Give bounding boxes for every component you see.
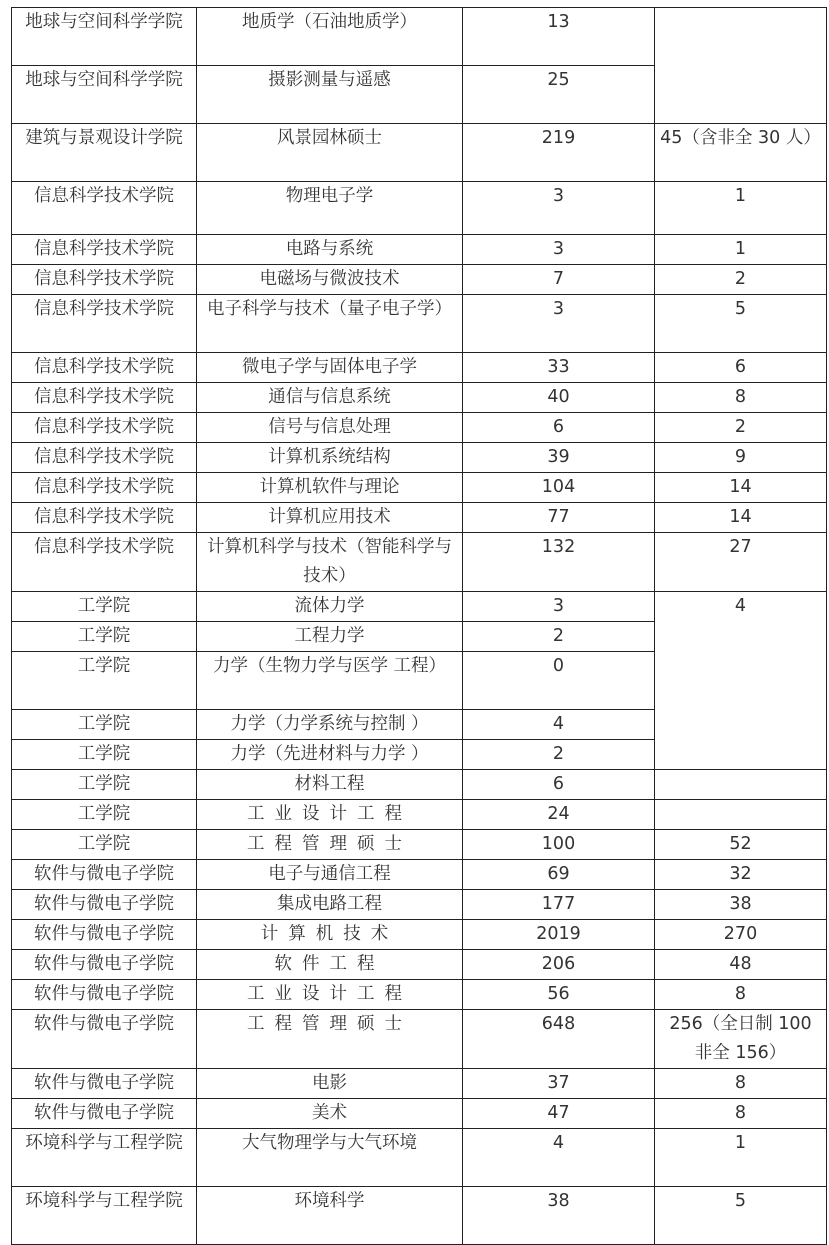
major-cell: 微电子学与固体电子学 [197,353,463,383]
major-cell: 美术 [197,1099,463,1129]
college-cell: 地球与空间科学学院 [12,8,197,66]
table-row [12,295,827,353]
applicants-cell: 3 [463,235,655,265]
admitted-cell: 1 [655,182,827,235]
applicants-cell: 132 [463,533,655,592]
college-cell: 地球与空间科学学院 [12,66,197,124]
applicants-cell: 219 [463,124,655,182]
admissions-table [11,7,827,1245]
college-cell: 工学院 [12,800,197,830]
college-cell: 工学院 [12,830,197,860]
table-row [12,182,827,235]
college-cell: 信息科学技术学院 [12,235,197,265]
college-cell: 工学院 [12,592,197,622]
admitted-cell: 2 [655,265,827,295]
admitted-cell: 6 [655,353,827,383]
college-cell: 信息科学技术学院 [12,383,197,413]
admitted-cell: 52 [655,830,827,860]
major-cell: 电路与系统 [197,235,463,265]
applicants-cell: 104 [463,473,655,503]
major-cell: 计算机科学与技术（智能科学与技术） [197,533,463,592]
major-cell: 通信与信息系统 [197,383,463,413]
admitted-cell: 48 [655,950,827,980]
major-cell: 力学（先进材料与力学 ） [197,740,463,770]
table-row [12,1187,827,1245]
admitted-cell: 45（含非全 30 人） [655,124,827,182]
college-cell: 工学院 [12,770,197,800]
college-cell: 工学院 [12,710,197,740]
applicants-cell: 2019 [463,920,655,950]
major-cell: 工程管理硕士 [197,1010,463,1069]
college-cell: 软件与微电子学院 [12,920,197,950]
admitted-cell: 256（全日制 100 非全 156） [655,1010,827,1069]
major-cell: 工业设计工程 [197,980,463,1010]
major-cell: 摄影测量与遥感 [197,66,463,124]
table-row [12,124,827,182]
major-cell: 计算机应用技术 [197,503,463,533]
major-cell: 信号与信息处理 [197,413,463,443]
college-cell: 软件与微电子学院 [12,950,197,980]
table-row [12,1069,827,1099]
table-row [12,890,827,920]
table-row [12,473,827,503]
college-cell: 软件与微电子学院 [12,980,197,1010]
applicants-cell: 77 [463,503,655,533]
table-row [12,980,827,1010]
major-cell: 物理电子学 [197,182,463,235]
table-row [12,592,827,622]
major-cell: 力学（生物力学与医学 工程） [197,652,463,710]
major-cell: 电磁场与微波技术 [197,265,463,295]
applicants-cell: 0 [463,652,655,710]
college-cell: 工学院 [12,740,197,770]
college-cell: 软件与微电子学院 [12,1010,197,1069]
applicants-cell: 7 [463,265,655,295]
applicants-cell: 100 [463,830,655,860]
table-row [12,265,827,295]
college-cell: 建筑与景观设计学院 [12,124,197,182]
major-cell: 流体力学 [197,592,463,622]
table-row [12,860,827,890]
applicants-cell: 2 [463,740,655,770]
applicants-cell: 6 [463,413,655,443]
admitted-cell: 1 [655,1129,827,1187]
major-cell: 电子与通信工程 [197,860,463,890]
table-row [12,235,827,265]
admitted-cell: 32 [655,860,827,890]
major-cell: 软件工程 [197,950,463,980]
college-cell: 软件与微电子学院 [12,1069,197,1099]
major-cell: 力学（力学系统与控制 ） [197,710,463,740]
admitted-cell: 8 [655,383,827,413]
table-row [12,8,827,66]
admitted-cell: 8 [655,1099,827,1129]
applicants-cell: 2 [463,622,655,652]
table-row [12,950,827,980]
college-cell: 信息科学技术学院 [12,265,197,295]
major-cell: 计算机软件与理论 [197,473,463,503]
major-cell: 工程管理硕士 [197,830,463,860]
college-cell: 信息科学技术学院 [12,533,197,592]
college-cell: 软件与微电子学院 [12,1099,197,1129]
admitted-cell: 5 [655,295,827,353]
table-row [12,503,827,533]
table-row [12,533,827,592]
applicants-cell: 37 [463,1069,655,1099]
admitted-cell: 1 [655,235,827,265]
applicants-cell: 38 [463,1187,655,1245]
college-cell: 软件与微电子学院 [12,860,197,890]
college-cell: 工学院 [12,622,197,652]
table-row [12,1099,827,1129]
college-cell: 信息科学技术学院 [12,413,197,443]
major-cell: 材料工程 [197,770,463,800]
college-cell: 信息科学技术学院 [12,443,197,473]
admitted-cell: 270 [655,920,827,950]
table-row [12,353,827,383]
applicants-cell: 24 [463,800,655,830]
major-cell: 计算机系统结构 [197,443,463,473]
admitted-cell: 4 [655,592,827,770]
table-row [12,830,827,860]
table-row [12,800,827,830]
applicants-cell: 648 [463,1010,655,1069]
major-cell: 地质学（石油地质学） [197,8,463,66]
major-cell: 环境科学 [197,1187,463,1245]
table-row [12,1010,827,1069]
table-row [12,443,827,473]
admitted-cell: 5 [655,1187,827,1245]
admitted-cell: 38 [655,890,827,920]
major-cell: 工业设计工程 [197,800,463,830]
applicants-cell: 206 [463,950,655,980]
applicants-cell: 6 [463,770,655,800]
college-cell: 信息科学技术学院 [12,473,197,503]
applicants-cell: 40 [463,383,655,413]
admitted-cell: 8 [655,980,827,1010]
admitted-cell: 9 [655,443,827,473]
applicants-cell: 3 [463,182,655,235]
major-cell: 计算机技术 [197,920,463,950]
applicants-cell: 177 [463,890,655,920]
admitted-cell [655,800,827,830]
admitted-cell [655,8,827,124]
college-cell: 环境科学与工程学院 [12,1129,197,1187]
college-cell: 工学院 [12,652,197,710]
applicants-cell: 4 [463,710,655,740]
major-cell: 大气物理学与大气环境 [197,1129,463,1187]
major-cell: 风景园林硕士 [197,124,463,182]
college-cell: 信息科学技术学院 [12,503,197,533]
major-cell: 工程力学 [197,622,463,652]
table-row [12,383,827,413]
admitted-cell: 2 [655,413,827,443]
college-cell: 信息科学技术学院 [12,353,197,383]
applicants-cell: 3 [463,592,655,622]
applicants-cell: 47 [463,1099,655,1129]
table-row [12,413,827,443]
admitted-cell: 27 [655,533,827,592]
college-cell: 信息科学技术学院 [12,295,197,353]
major-cell: 电子科学与技术（量子电子学） [197,295,463,353]
table-row [12,770,827,800]
table-row [12,1129,827,1187]
admitted-cell: 14 [655,473,827,503]
admitted-cell [655,770,827,800]
applicants-cell: 3 [463,295,655,353]
admitted-cell: 8 [655,1069,827,1099]
applicants-cell: 13 [463,8,655,66]
college-cell: 信息科学技术学院 [12,182,197,235]
applicants-cell: 39 [463,443,655,473]
college-cell: 环境科学与工程学院 [12,1187,197,1245]
applicants-cell: 56 [463,980,655,1010]
major-cell: 集成电路工程 [197,890,463,920]
major-cell: 电影 [197,1069,463,1099]
admitted-cell: 14 [655,503,827,533]
applicants-cell: 69 [463,860,655,890]
table-row [12,920,827,950]
applicants-cell: 4 [463,1129,655,1187]
college-cell: 软件与微电子学院 [12,890,197,920]
applicants-cell: 33 [463,353,655,383]
applicants-cell: 25 [463,66,655,124]
